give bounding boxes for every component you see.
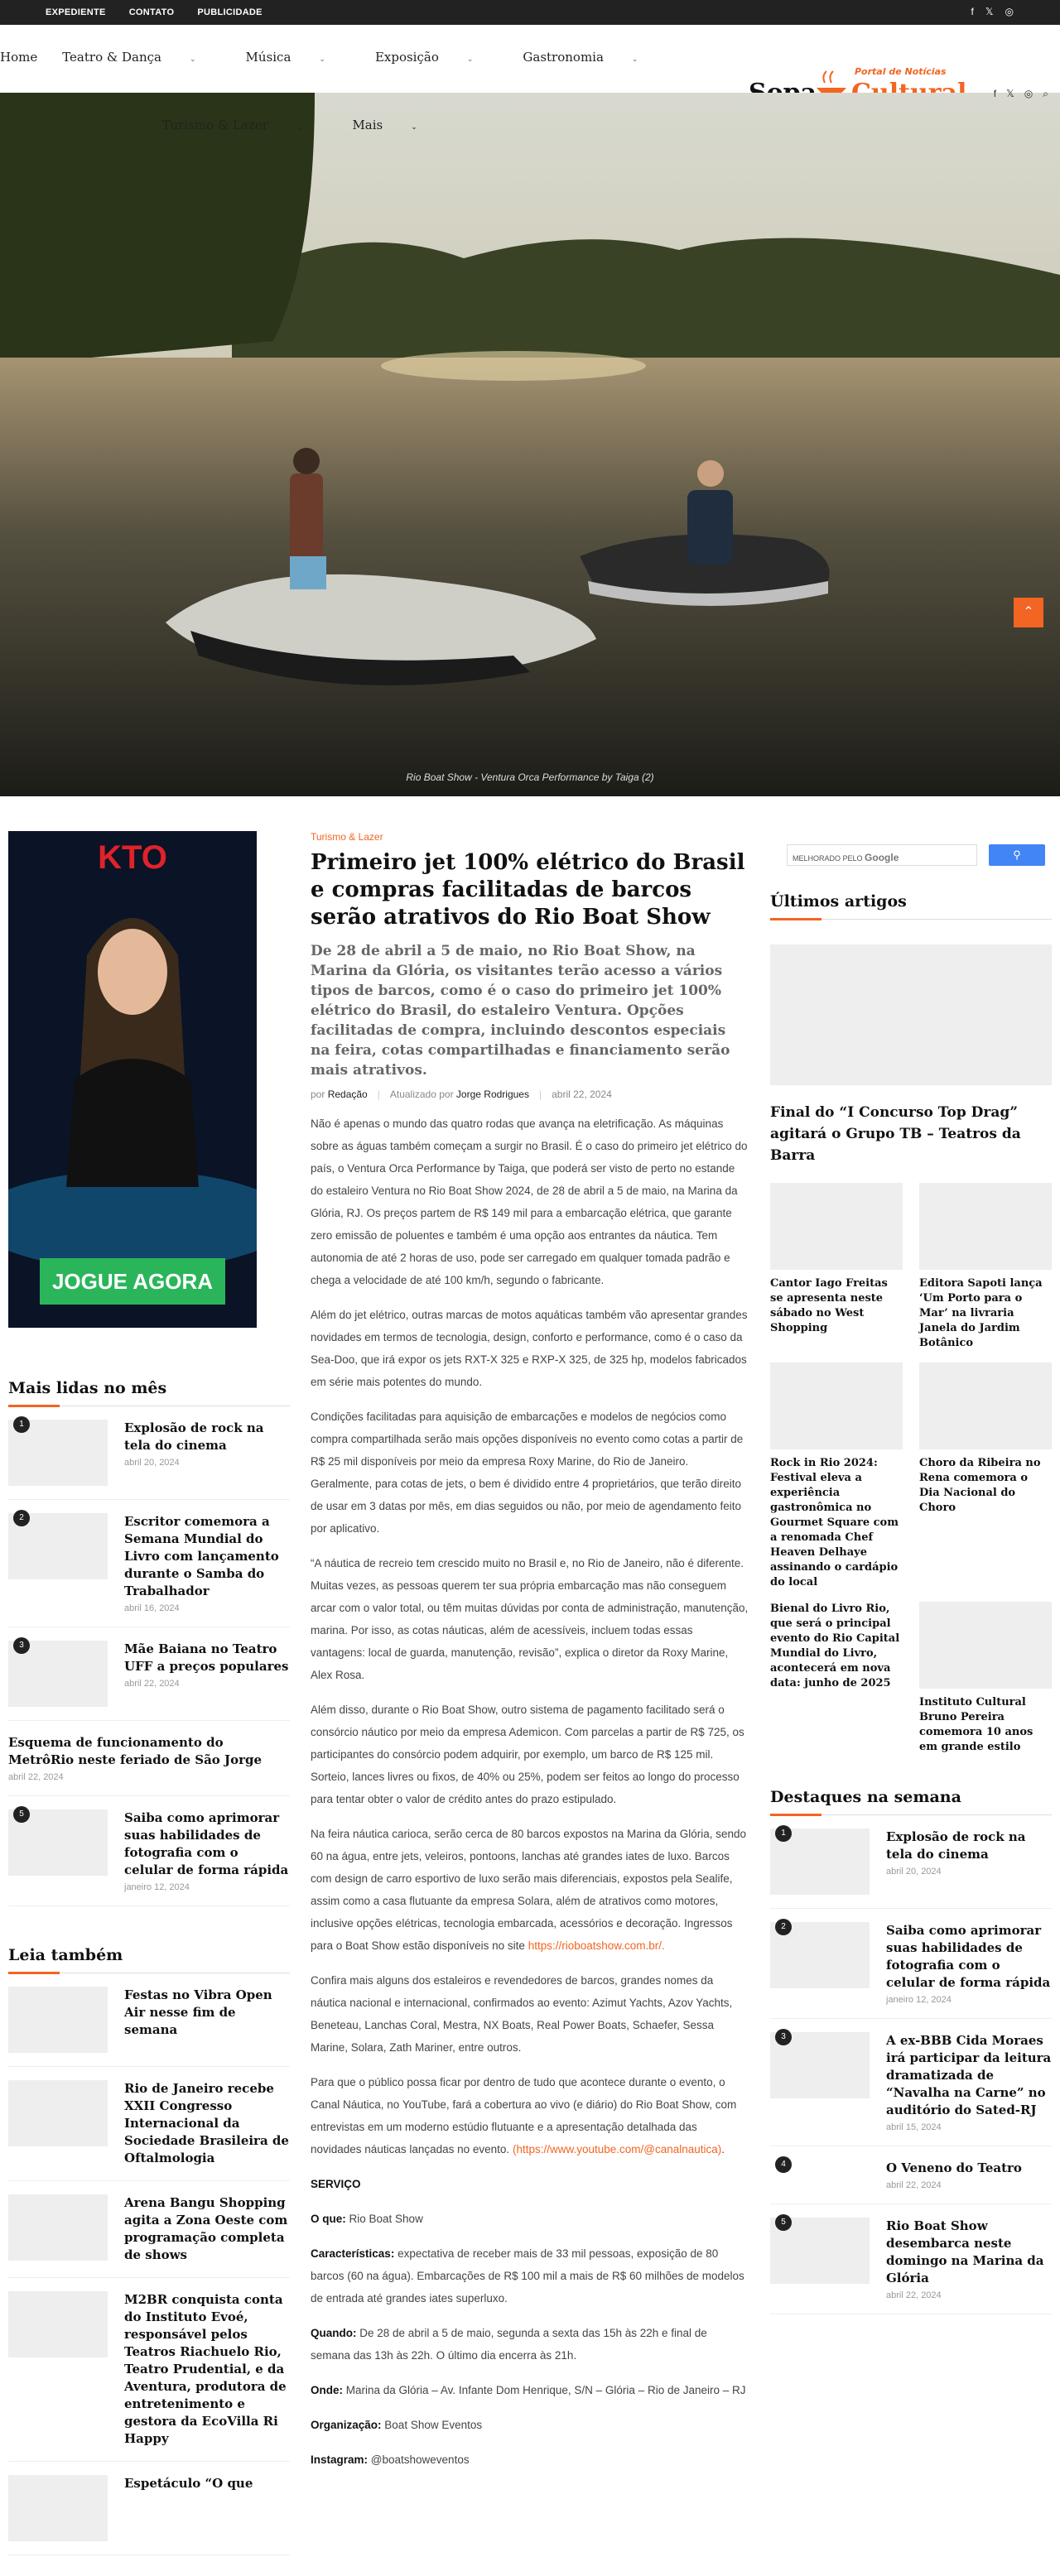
rank-badge: 5 [13,1806,30,1823]
paragraph: Além do jet elétrico, outras marcas de motos aquáticas também vão apresentar grandes novidades em termos de tecnologia, design, conforto e performance, como é o caso da Sea-Doo, que irá expor os jets RXT-X 325 e RXP-X 325, de 325 hp, modelos fabricados em série mais potentes do mundo. [311,1309,748,1388]
youtube-link[interactable]: (https://www.youtube.com/@canalnautica) [512,2143,722,2155]
item-title[interactable]: A ex-BBB Cida Moraes irá participar da leitura dramatizada de “Navalha na Carne” no auditório do Sated-RJ [886,2033,1052,2117]
field-label: Instagram: [311,2453,369,2466]
featured-title[interactable]: Final do “I Concurso Top Drag” agitará o Grupo TB – Teatros da Barra [770,1104,1021,1164]
search-icon: ⚲ [1013,848,1021,861]
list-item[interactable] [8,1406,290,1500]
article-title: Primeiro jet 100% elétrico do Brasil e compras facilitadas de barcos serão atrativos do Rio Boat Show [311,850,745,930]
list-item[interactable] [8,1500,290,1627]
nav-item-label: Gastronomia [523,50,604,65]
paragraph: Para que o público possa ficar por dentro de tudo que acontece durante o evento, o Canal Náutica, no YouTube, fará a cobertura ao vivo (e diário) do Rio Boat Show, com entrevistas em um moderno estúdio flutuante e a apresentação detalhada das novidades náuticas lançadas no evento. (https://www.youtube.com/@canalnautica). [311,2076,737,2155]
field-label: Quando: [311,2327,357,2339]
servico-when [311,2322,749,2367]
rank-badge: 1 [775,1825,792,1842]
item-title[interactable]: Espetáculo “O que [124,2476,253,2491]
list-item[interactable] [8,1796,290,1906]
thumbnail[interactable] [8,2475,108,2541]
search-input[interactable] [787,844,977,866]
servico-features [311,2242,749,2309]
article [311,831,749,2471]
item-title[interactable]: Rock in Rio 2024: Festival eleva a experiência gastronômica no Gourmet Square com a renomada Chef Heaven Delhaye assinando o cardápio do local [770,1457,899,1588]
thumbnail[interactable] [8,1987,108,2053]
x-icon[interactable]: 𝕏 [1006,88,1014,99]
facebook-icon[interactable]: f [971,6,974,17]
destaques-list [770,1815,1052,2314]
list-item[interactable] [8,2181,290,2278]
mais-lidas-title: Mais lidas no mês [8,1379,290,1406]
servico-org [311,2414,749,2436]
google-search [770,841,1052,869]
featured-thumbnail[interactable] [770,944,1052,1085]
thumbnail[interactable] [919,1362,1052,1449]
field-label: O que: [311,2213,346,2225]
item-title[interactable]: O Veneno do Teatro [886,2160,1022,2175]
paragraph: Não é apenas o mundo das quatro rodas que avança na eletrificação. As máquinas sobre as águas também começam a surgir no Brasil. É o caso do primeiro jet elétrico do país, o Ventura Orca Performance by Taiga, que poderá ser visto de perto no estande do estaleiro Ventura no Rio Boat Show 2024, de 28 de abril a 5 de maio, na Marina da Glória, RJ. Os preços partem de R$ 149 mil para a embarcação elétrica, que garante zero emissão de poluentes e também é uma opção aos entrantes da náutica. Tem autonomia de até 2 horas de uso, pode ser carregado em qualquer tomada padrão e chega a velocidade de até 100 km/h, segundo o fabricante. [311,1117,748,1286]
item-title[interactable]: Explosão de rock na tela do cinema [886,1829,1026,1862]
ad-brand: KTO [98,839,167,876]
hero-caption: Rio Boat Show - Ventura Orca Performance by Taiga (2) [406,771,654,783]
field-value: Marina da Glória – Av. Infante Dom Henrique, S/N – Glória – Rio de Janeiro – RJ [345,2384,746,2396]
ultimos-title: Últimos artigos [770,892,1052,920]
header-social [994,88,1048,100]
field-value: Rio Boat Show [349,2213,423,2225]
chevron-up-icon: ⌃ [1023,605,1034,619]
rank-badge: 2 [13,1510,30,1526]
item-date: abril 16, 2024 [124,1603,180,1613]
nav-item-label: Mais [352,118,383,132]
nav-item-literatura[interactable] [73,118,137,132]
article-subtitle: De 28 de abril a 5 de maio, no Rio Boat Show, na Marina da Glória, os visitantes terão acesso a vários tipos de barcos, como é o caso do primeiro jet 100% elétrico do Brasil, do estaleiro Ventura. Opções facilitadas de compra, incluindo descontos especiais na feira, cotas compartilhadas e financiamento serão mais atrativos. [311,943,730,1079]
leia-tambem-list [8,1973,290,2555]
hero-image [0,93,1060,796]
servico-instagram [311,2449,749,2471]
item-date: abril 22, 2024 [124,1679,180,1689]
nav-item-mais[interactable] [352,118,441,132]
thumbnail[interactable] [8,2080,108,2146]
search-icon[interactable]: ⌕ [1043,88,1048,99]
rank-badge: 5 [775,2214,792,2231]
nav-item-exposicao[interactable] [375,50,498,65]
item-title[interactable]: Rio Boat Show desembarca neste domingo na Marina da Glória [886,2218,1044,2285]
item-date: abril 20, 2024 [124,1458,180,1468]
item-date: abril 20, 2024 [886,1867,942,1877]
field-value: Boat Show Eventos [384,2419,483,2431]
search-button[interactable] [989,844,1045,866]
chevron-down-icon: ⌄ [411,123,417,132]
item-title[interactable]: Festas no Vibra Open Air nesse fim de semana [124,1987,272,2037]
grid-item[interactable] [919,1602,1052,1755]
top-link-contato[interactable]: CONTATO [128,7,175,17]
item-title[interactable]: Arena Bangu Shopping agita a Zona Oeste com programação completa de shows [124,2195,288,2262]
right-sidebar [770,831,1052,2314]
list-item[interactable] [770,2204,1052,2314]
list-item[interactable] [770,2146,1052,2204]
field-label: Onde: [311,2384,343,2396]
nav-item-teatro[interactable] [62,50,220,65]
top-bar [0,0,1060,25]
list-item[interactable] [8,1721,290,1796]
item-date: janeiro 12, 2024 [886,1995,952,2005]
item-date: abril 22, 2024 [886,2290,942,2300]
paragraph-text: Na feira náutica carioca, serão cerca de 80 barcos expostos na Marina da Glória, sendo 60 na água, entre jets, veleiros, pontoons, lanchas até grandes iates de luxo. Barcos com design de carro esportivo de luxo serão mais diferenciais, expostos pela Sealife, assim como a casa flutuante da empresa Solara, além de atrativos como motores, inclusive opções elétricas, tecnologia embarcada, acessórios e decoração. Ingressos para o Boat Show estão disponíveis no site [311,1828,747,1952]
nav-item-musica[interactable] [246,50,350,65]
field-label: Organização: [311,2419,382,2431]
list-item[interactable] [8,2462,290,2555]
item-title[interactable]: Explosão de rock na tela do cinema [124,1420,264,1453]
item-title[interactable]: Cantor Iago Freitas se apresenta neste sábado no West Shopping [770,1277,888,1334]
updater-link[interactable]: Jorge Rodrigues [455,1089,529,1100]
left-sidebar [8,831,290,2555]
nav-item-label: Música [245,50,292,65]
grid-item[interactable] [919,1183,1052,1351]
meta-updated: Atualizado por [389,1089,454,1100]
thumbnail[interactable] [8,2194,108,2261]
ad-banner[interactable] [8,831,257,1328]
list-item[interactable] [8,2278,290,2462]
item-title[interactable]: Choro da Ribeira no Rena comemora o Dia Nacional do Choro [919,1457,1041,1514]
item-title[interactable]: Editora Sapoti lança ‘Um Porto para o Mar’ na livraria Janela do Jardim Botânico [919,1277,1043,1349]
meta-by: por [311,1089,325,1100]
field-label: Características: [311,2247,395,2260]
article-date: abril 22, 2024 [552,1089,612,1100]
item-title[interactable]: Saiba como aprimorar suas habilidades de fotografia com o celular de forma rápida [124,1810,289,1877]
servico-what [311,2208,749,2230]
item-title[interactable]: Rio de Janeiro recebe XXII Congresso Internacional da Sociedade Brasileira de Oftalmologia [124,2081,289,2165]
instagram-icon[interactable]: ◎ [1024,88,1034,99]
top-social [971,6,1014,17]
chevron-down-icon: ⌄ [189,55,196,64]
mais-lidas-list [8,1406,290,1906]
item-date: abril 22, 2024 [8,1772,64,1782]
list-item[interactable] [770,1909,1052,2019]
list-item[interactable] [770,1815,1052,1909]
scroll-top-button[interactable] [1014,598,1043,627]
nav-menu-secondary [0,118,467,132]
nav-item-label: Teatro & Dança [62,50,161,65]
field-value: expectativa de receber mais de 33 mil pessoas, exposição de 80 barcos (60 na água). Embarcações de R$ 100 mil a mais de R$ 60 milhões de modelos de entrada até grandes iates superluxo. [311,2247,744,2304]
top-links [46,7,263,17]
article-meta: por Redação | Atualizado por Jorge Rodrigues | abril 22, 2024 [311,1089,612,1100]
list-item[interactable] [770,2019,1052,2146]
main-nav [0,25,1060,93]
item-date: abril 22, 2024 [886,2180,942,2190]
rank-badge: 1 [13,1416,30,1433]
destaques-title: Destaques na semana [770,1788,1052,1815]
nav-item-cinema[interactable] [0,118,48,132]
item-title[interactable]: Saiba como aprimorar suas habilidades de fotografia com o celular de forma rápida [886,1923,1051,1990]
chevron-down-icon: ⌄ [296,123,303,132]
chevron-down-icon: ⌄ [319,55,325,64]
paragraph [311,1823,749,1957]
article-body [311,1113,749,2471]
paragraph-text: Para que o público possa ficar por dentro de tudo que acontece durante o evento, o Canal Náutica, no YouTube, fará a cobertura ao vivo (e diário) do Rio Boat Show, com entrevistas em um moderno estúdio flutuante e a apresentação detalhada das novidades náuticas lançadas no evento. [311,2076,737,2155]
ad-cta: JOGUE AGORA [51,1269,214,1294]
facebook-icon[interactable]: f [993,88,997,99]
grid-item[interactable] [919,1362,1052,1590]
top-link-expediente[interactable]: EXPEDIENTE [46,7,106,17]
field-value: @boatshoweventos [370,2453,470,2466]
item-date: janeiro 12, 2024 [124,1882,190,1892]
item-title[interactable]: Instituto Cultural Bruno Pereira comemora 10 anos em grande estilo [919,1696,1034,1753]
chevron-down-icon: ⌄ [631,55,638,64]
list-item[interactable] [8,1973,290,2067]
search-label: MELHORADO PELO [793,854,863,863]
instagram-icon[interactable]: ◎ [1005,6,1014,17]
field-value: De 28 de abril a 5 de maio, segunda a sexta das 15h às 22h e final de semana das 13h às 22h. O último dia encerra às 21h. [311,2327,707,2362]
servico-label: SERVIÇO [311,2178,361,2190]
nav-item-gastronomia[interactable] [523,50,662,65]
rank-badge: 3 [13,1637,30,1654]
grid-item[interactable] [770,1602,903,1755]
top-link-publicidade[interactable]: PUBLICIDADE [197,7,263,17]
thumbnail[interactable] [919,1602,1052,1689]
leia-tambem-title: Leia também [8,1946,290,1973]
boatshow-link[interactable]: https://rioboatshow.com.br/. [528,1939,665,1952]
paragraph: Confira mais alguns dos estaleiros e revendedores de barcos, grandes nomes da náutica nacional e internacional, confirmados ao evento: Azimut Yachts, Azov Yachts, Beneteau, Lanchas Coral, Mestra, NX Boats, Real Power Boats, Schaefer, Sessa Marine, Solara, Zath Mariner, entre outros. [311,1974,733,2054]
paragraph: Além disso, durante o Rio Boat Show, outro sistema de pagamento facilitado será o consórcio náutico por meio da empresa Ademicon. Com parcelas a partir de R$ 725, os participantes do consórcio podem adquirir, por exemplo, um barco de R$ 125 mil. Sorteio, lances livres ou fixos, de 40% ou 25%, podem ser feitos ao longo do processo para tentar obter o valor de crédito antes do prazo estipulado. [311,1704,744,1805]
item-title[interactable]: Esquema de funcionamento do MetrôRio neste feriado de São Jorge [8,1735,263,1767]
grid-item[interactable] [770,1183,903,1351]
logo-tagline: Portal de Notícias [855,66,947,77]
google-brand: Google [865,852,899,863]
list-item[interactable] [8,2067,290,2181]
nav-item-home[interactable]: Home [0,50,38,65]
thumbnail[interactable] [919,1183,1052,1270]
thumbnail[interactable] [770,1183,903,1270]
nav-item-label: Turismo & Lazer [161,118,268,132]
rank-badge: 2 [775,1919,792,1935]
paragraph: Condições facilitadas para aquisição de embarcações e modelos de negócios como compra compartilhada serão mais opções disponíveis no evento como cotas a partir de R$ 25 mil disponíveis por meio da empresa Roxy Marine, do Rio de Janeiro. Geralmente, para cotas de jets, o bem é dividido entre 4 proprietários, que terão direito de usar em 3 datas por mês, em dias seguidos ou não, por meio de agendamento feito por aplicativo. [311,1411,744,1535]
grid-item[interactable] [770,1362,903,1590]
servico-heading [311,2173,749,2195]
nav-item-turismo[interactable] [162,118,328,132]
author-link[interactable]: Redação [327,1089,368,1100]
list-item[interactable] [8,1627,290,1721]
x-icon[interactable]: 𝕏 [985,6,994,17]
item-date: abril 15, 2024 [886,2122,942,2132]
item-title[interactable]: Bienal do Livro Rio, que será o principal evento do Rio Capital Mundial do Livro, acontecerá em nova data: junho de 2025 [770,1603,900,1689]
article-category[interactable]: Turismo & Lazer [311,831,383,843]
ultimos-grid [770,1183,1052,1755]
servico-where [311,2379,749,2401]
nav-menu [0,50,687,65]
thumbnail[interactable] [8,2291,108,2357]
nav-item-label: Exposição [374,50,439,65]
item-title[interactable]: Mãe Baiana no Teatro UFF a preços populares [124,1641,289,1674]
item-title[interactable]: M2BR conquista conta do Instituto Evoé, responsável pelos Teatros Riachuelo Rio, Teatro Prudential, e da Aventura, produtora de entretenimento e gestora da EcoVilla Ri Happy [124,2292,287,2446]
item-title[interactable]: Escritor comemora a Semana Mundial do Livro com lançamento durante o Samba do Trabalhador [124,1514,279,1598]
rank-badge: 3 [775,2029,792,2045]
rank-badge: 4 [775,2156,792,2173]
paragraph: “A náutica de recreio tem crescido muito no Brasil e, no Rio de Janeiro, não é diferente. Muitas vezes, as pessoas querem ter sua própria embarcação mas não conseguem arcar com o valor total, ou têm muitas dúvidas por conta de administração, manutenção, marina. Por isso, as cotas náuticas, além de acessíveis, incluem todas essas vantagens: local de guarda, manutenção, revisão”, explica o diretor da Roxy Marine, Alex Rosa. [311,1557,749,1681]
chevron-down-icon: ⌄ [466,55,474,64]
thumbnail[interactable] [770,1362,903,1449]
